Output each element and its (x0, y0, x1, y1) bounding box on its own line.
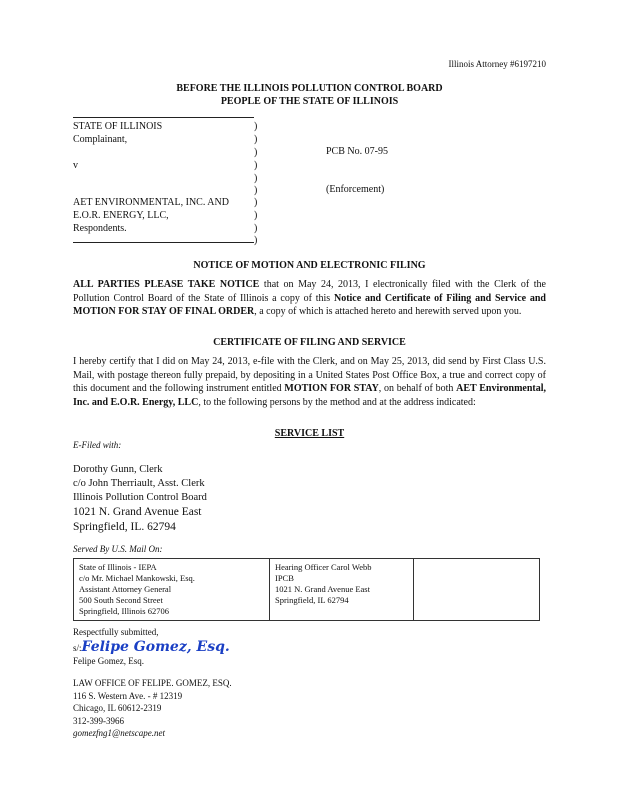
signature: Felipe Gomez, Esq. (81, 639, 230, 655)
versus: v (73, 160, 78, 171)
case-number: PCB No. 07-95 (326, 146, 388, 157)
list-item: Springfield, IL 62794 (275, 595, 349, 605)
case-type: (Enforcement) (326, 184, 385, 195)
clerk-line5: Springfield, IL. 62794 (73, 521, 176, 533)
list-item: Hearing Officer Carol Webb (275, 562, 372, 572)
caption-paren: ) (254, 147, 258, 158)
list-item: State of Illinois - IEPA (79, 562, 157, 572)
notice-lead: ALL PARTIES PLEASE TAKE NOTICE (73, 279, 260, 290)
table-row (74, 559, 540, 621)
clerk-line4: 1021 N. Grand Avenue East (73, 506, 202, 518)
firm-email: gomezfng1@netscape.net (73, 728, 166, 738)
service-cell-3 (414, 559, 540, 621)
certificate-bold1: MOTION FOR STAY (284, 383, 379, 394)
caption-paren: ) (254, 197, 258, 208)
people-heading: PEOPLE OF THE STATE OF ILLINOIS (220, 96, 399, 107)
firm-street: 116 S. Western Ave. - # 12319 (73, 690, 183, 701)
list-item: Assistant Attorney General (79, 584, 172, 594)
list-item: 1021 N. Grand Avenue East (275, 584, 370, 594)
notice-text2: , a copy of which is attached hereto and herewith served upon you. (254, 306, 522, 317)
complainant-role: Complainant, (73, 134, 128, 145)
certificate-text2: , on behalf of both (378, 383, 457, 394)
signature-line (73, 638, 230, 656)
notice-paragraph (73, 278, 546, 319)
complainant-name: STATE OF ILLINOIS (73, 121, 163, 132)
respondent-role: Respondents. (73, 223, 127, 234)
service-list-title: SERVICE LIST (274, 428, 345, 439)
attorney-id: Illinois Attorney #6197210 (448, 59, 546, 69)
firm-city: Chicago, IL 60612-2319 (73, 703, 162, 713)
firm-name: LAW OFFICE OF FELIPE. GOMEZ, ESQ. (73, 678, 232, 688)
notice-text1: that on May 24, 2013, I electronically filed with the Clerk of the Pollution Control Board of the State of Illinois a copy of this (73, 279, 546, 304)
caption-paren: ) (254, 121, 258, 132)
caption-bottom-rule (73, 242, 254, 243)
notice-title: NOTICE OF MOTION AND ELECTRONIC FILING (193, 260, 426, 271)
list-item: Springfield, Illinois 62706 (79, 606, 169, 616)
clerk-line3: Illinois Pollution Control Board (73, 492, 207, 503)
clerk-line1: Dorothy Gunn, Clerk (73, 464, 163, 475)
caption-paren: ) (254, 235, 258, 246)
closing: Respectfully submitted, (73, 627, 159, 637)
certificate-text3: , to the following persons by the method and at the address indicated: (198, 396, 476, 408)
certificate-paragraph (73, 355, 546, 409)
served-label: Served By U.S. Mail On: (73, 544, 163, 554)
service-cell-1 (74, 559, 270, 621)
caption-paren: ) (254, 134, 258, 145)
list-item: c/o Mr. Michael Mankowski, Esq. (79, 573, 195, 583)
firm-block (73, 677, 232, 740)
certificate-text1: I hereby certify that I did on May 24, 2013, e-file with the Clerk, and on May 25, 2013, did send by First Class U.S. Mail, with postage thereon fully prepaid, by depositing in a United States Post Office Box, a true and correct copy of this document and the following instrument entitled (73, 356, 546, 394)
caption-paren: ) (254, 223, 258, 234)
clerk-line2: c/o John Therriault, Asst. Clerk (73, 478, 205, 489)
firm-phone: 312-399-3966 (73, 715, 124, 726)
list-item: IPCB (275, 573, 294, 583)
service-cell-2 (270, 559, 414, 621)
caption-paren: ) (254, 160, 258, 171)
caption-top-rule (73, 117, 254, 118)
certificate-title: CERTIFICATE OF FILING AND SERVICE (213, 337, 406, 348)
respondent-line1: AET ENVIRONMENTAL, INC. AND (73, 197, 229, 208)
signature-prefix: s/: (73, 643, 82, 653)
notice-bold1: Notice and Certificate of Filing and Service and MOTION FOR STAY OF FINAL ORDER (73, 292, 546, 317)
respondent-line2: E.O.R. ENERGY, LLC, (73, 210, 169, 221)
caption-paren: ) (254, 210, 258, 221)
list-item: 500 South Second Street (79, 595, 163, 605)
caption-paren: ) (254, 185, 258, 196)
certificate-bold2: AET Environmental, Inc. and E.O.R. Energy, LLC (73, 383, 547, 408)
efiled-label: E-Filed with: (73, 440, 122, 450)
caption-paren: ) (254, 173, 258, 184)
clerk-address (73, 463, 207, 535)
signer-name: Felipe Gomez, Esq. (73, 656, 144, 666)
service-table (73, 558, 540, 621)
board-heading: BEFORE THE ILLINOIS POLLUTION CONTROL BOARD (176, 83, 443, 94)
